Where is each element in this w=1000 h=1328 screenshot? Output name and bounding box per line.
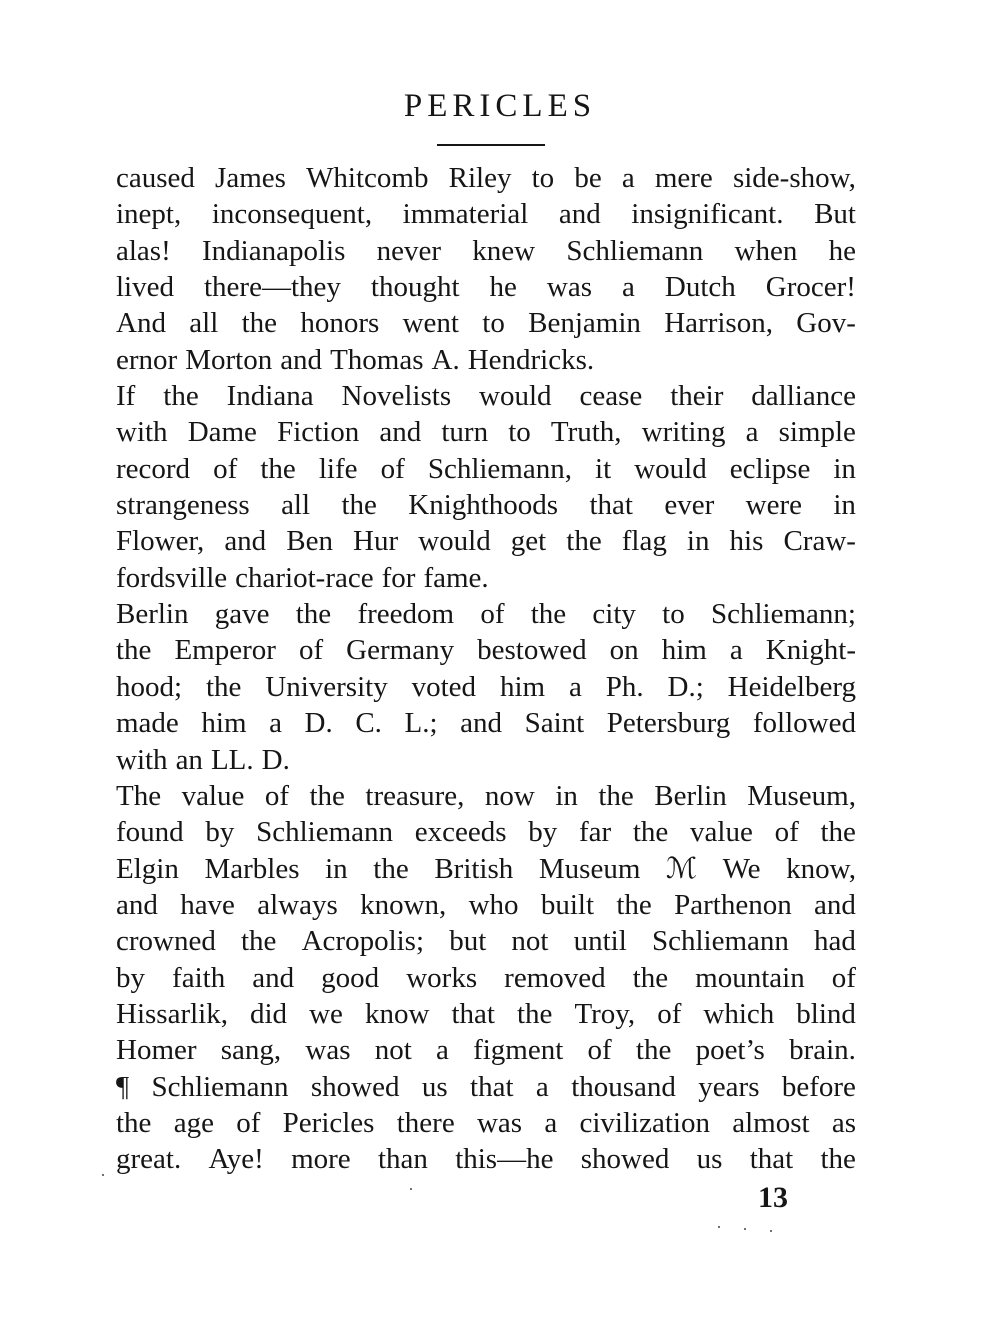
word: that [589, 489, 633, 522]
word: the [635, 1034, 672, 1067]
word: We [722, 852, 761, 885]
word: him [201, 707, 247, 740]
word: would [479, 380, 552, 413]
word: Dame [187, 416, 257, 449]
word: the [616, 888, 652, 921]
word: was [305, 1034, 351, 1067]
text-line [116, 451, 856, 487]
word: good [321, 961, 380, 994]
word: Troy, [574, 997, 636, 1030]
word: hood; [116, 670, 183, 703]
header-divider [437, 144, 545, 146]
word: the [205, 670, 242, 703]
word: thought [370, 271, 460, 304]
word: Craw- [783, 525, 856, 558]
word: a [535, 1070, 549, 1103]
word: had [814, 925, 856, 958]
word: LL. [210, 743, 254, 776]
word: have [180, 888, 235, 921]
word: Dutch [664, 271, 736, 304]
word: Elgin [116, 852, 179, 885]
word: the [116, 634, 152, 667]
word: more [291, 1143, 351, 1176]
word: in [686, 525, 710, 558]
text-line [116, 414, 856, 450]
word: gave [214, 598, 270, 631]
word: built [540, 888, 595, 921]
word: Schliemann [651, 925, 789, 958]
word: immaterial [402, 198, 529, 231]
word: simple [778, 416, 856, 449]
text-line [116, 342, 856, 378]
word: but [449, 925, 487, 958]
word: Hissarlik, [116, 997, 228, 1030]
word: and [379, 416, 422, 449]
word: and [558, 198, 601, 231]
word: on [609, 634, 639, 667]
word: their [670, 380, 724, 413]
word: D.; [667, 670, 704, 703]
print-speck [410, 1188, 412, 1190]
word: than [377, 1143, 428, 1176]
word: and [116, 888, 158, 921]
word: strangeness [116, 489, 250, 522]
word: chariot-race [235, 561, 374, 594]
word: not [374, 1034, 412, 1067]
word: voted [411, 670, 477, 703]
word: of [380, 452, 405, 485]
word: Schliemann [566, 234, 704, 267]
word: L.; [404, 707, 438, 740]
body-text [116, 160, 856, 1178]
word: Riley [448, 162, 512, 194]
text-line [116, 1032, 856, 1068]
word: The [116, 779, 162, 812]
word: of [587, 1034, 612, 1067]
word: there [396, 1106, 455, 1139]
word: was [546, 271, 592, 304]
word: insignificant. [631, 198, 784, 231]
word: value [690, 816, 753, 849]
word: a [568, 670, 582, 703]
word: Germany [346, 634, 455, 667]
word: now [484, 779, 535, 812]
word: eclipse [729, 452, 811, 485]
word: until [573, 925, 627, 958]
word: the [820, 816, 856, 849]
word: the [241, 925, 277, 958]
word: alas! [116, 234, 171, 267]
word: writing [641, 416, 726, 449]
word: all [189, 307, 219, 340]
word: Aye! [208, 1143, 264, 1176]
word: ℳ [666, 852, 698, 885]
word: that [451, 997, 495, 1030]
word: Morton [185, 343, 273, 376]
word: in [325, 852, 348, 885]
word: turn [441, 416, 489, 449]
word: honors [300, 307, 380, 340]
word: crowned [116, 925, 216, 958]
word: known, [360, 888, 447, 921]
text-line [116, 778, 856, 814]
word: faith [172, 961, 226, 994]
page-number: 13 [758, 1181, 788, 1214]
word: the [530, 598, 567, 631]
word: this—he [455, 1143, 554, 1176]
text-line [116, 596, 856, 632]
word: almost [732, 1106, 810, 1139]
text-line [116, 269, 856, 305]
word: record [116, 452, 191, 485]
word: A. [431, 343, 460, 376]
word: in [555, 779, 578, 812]
word: the [820, 1143, 856, 1176]
word: by [116, 961, 145, 994]
word: in [833, 452, 856, 485]
word: not [511, 925, 549, 958]
text-line [116, 814, 856, 850]
word: Schliemann, [427, 452, 572, 485]
word: know [364, 997, 430, 1030]
word: Parthenon [674, 888, 792, 921]
word: it [595, 452, 612, 485]
word: the [341, 489, 377, 522]
word: him [499, 670, 546, 703]
word: age [173, 1106, 214, 1139]
word: get [510, 525, 547, 558]
word: Ph. [605, 670, 644, 703]
word: caused [116, 162, 195, 194]
word: to [662, 598, 685, 631]
word: Fiction [277, 416, 360, 449]
word: was [476, 1106, 523, 1139]
text-line [116, 960, 856, 996]
word: Museum [538, 852, 641, 885]
word: the [566, 525, 602, 558]
word: University [265, 670, 388, 703]
word: great. [116, 1143, 182, 1176]
word: by [205, 816, 235, 849]
word: with [116, 416, 168, 449]
text-line [116, 523, 856, 559]
word: D. [304, 707, 333, 740]
word: Schliemann [151, 1070, 289, 1103]
word: side-show, [732, 162, 856, 194]
word: Homer [116, 1034, 197, 1067]
word: a [622, 271, 635, 304]
word: his [729, 525, 764, 558]
text-line [116, 560, 856, 596]
word: and [224, 525, 267, 558]
word: Heidelberg [727, 670, 856, 703]
word: a [436, 1034, 449, 1067]
word: of [831, 961, 856, 994]
word: did [250, 997, 288, 1030]
word: exceeds [414, 816, 507, 849]
word: there—they [204, 271, 341, 304]
word: treasure, [365, 779, 465, 812]
word: showed [310, 1070, 400, 1103]
word: Flower, [116, 525, 205, 558]
word: of [213, 452, 238, 485]
word: all [281, 489, 311, 522]
word: showed [580, 1143, 670, 1176]
word: we [309, 997, 343, 1030]
text-line [116, 887, 856, 923]
word: of [657, 997, 682, 1030]
word: thousand [571, 1070, 676, 1103]
word: and [814, 888, 856, 921]
word: he [489, 271, 517, 304]
word: Harrison, [664, 307, 773, 340]
word: freedom [357, 598, 455, 631]
word: Schliemann [256, 816, 394, 849]
word: fame. [423, 561, 489, 594]
word: knew [472, 234, 536, 267]
running-head: PERICLES [403, 88, 597, 124]
word: of [264, 779, 290, 812]
word: he [828, 234, 856, 267]
word: when [734, 234, 798, 267]
word: and [280, 343, 323, 376]
word: of [480, 598, 505, 631]
word: poet’s [695, 1034, 765, 1067]
word: who [468, 888, 519, 921]
word: James [215, 162, 286, 194]
word: works [406, 961, 478, 994]
word: bestowed [477, 634, 587, 667]
word: If [116, 380, 136, 413]
word: years [698, 1070, 760, 1103]
text-line [116, 1069, 856, 1105]
word: found [116, 816, 184, 849]
word: Truth, [550, 416, 622, 449]
word: blind [796, 997, 856, 1030]
word: a [729, 634, 743, 667]
text-line [116, 705, 856, 741]
word: mountain [695, 961, 805, 994]
text-line [116, 851, 856, 887]
word: for [381, 561, 416, 594]
word: mere [654, 162, 713, 194]
word: sang, [220, 1034, 282, 1067]
word: life [318, 452, 358, 485]
word: Acropolis; [301, 925, 425, 958]
word: the [260, 452, 296, 485]
word: the [309, 779, 345, 812]
word: C. [355, 707, 382, 740]
word: went [402, 307, 459, 340]
word: cease [579, 380, 643, 413]
word: us [421, 1070, 448, 1103]
word: dalliance [751, 380, 856, 413]
print-speck [770, 1230, 772, 1232]
word: to [508, 416, 531, 449]
print-speck [744, 1228, 746, 1230]
word: and [252, 961, 295, 994]
word: ¶ [116, 1070, 130, 1103]
word: Indianapolis [202, 234, 346, 267]
word: the [373, 852, 409, 885]
word: of [236, 1106, 261, 1139]
word: Knighthoods [408, 489, 559, 522]
text-line [116, 305, 856, 341]
word: Emperor [174, 634, 276, 667]
text-line [116, 378, 856, 414]
word: city [592, 598, 636, 631]
word: the [241, 307, 278, 340]
word: know, [786, 852, 856, 885]
text-line [116, 1141, 856, 1177]
word: Pericles [282, 1106, 375, 1139]
word: of [298, 634, 324, 667]
word: Ben [286, 525, 333, 558]
word: figment [473, 1034, 564, 1067]
word: by [528, 816, 558, 849]
word: ernor [116, 343, 178, 376]
word: never [376, 234, 442, 267]
text-line [116, 233, 856, 269]
word: a [269, 707, 282, 740]
word: inconsequent, [211, 198, 373, 231]
word: a [745, 416, 759, 449]
word: the [516, 997, 553, 1030]
text-line [116, 1105, 856, 1141]
word: Thomas [330, 343, 424, 376]
word: brain. [789, 1034, 856, 1067]
word: But [814, 198, 856, 231]
word: be [574, 162, 602, 194]
word: Grocer! [765, 271, 856, 304]
word: of [774, 816, 799, 849]
word: a [544, 1106, 558, 1139]
word: us [696, 1143, 723, 1176]
word: Berlin [116, 598, 189, 631]
text-line [116, 196, 856, 232]
word: made [116, 707, 179, 740]
word: British [434, 852, 514, 885]
word: him [661, 634, 707, 667]
text-line [116, 487, 856, 523]
word: fordsville [116, 561, 228, 594]
word: the [632, 816, 669, 849]
word: Hendricks. [467, 343, 595, 376]
word: Petersburg [606, 707, 731, 740]
word: Whitcomb [306, 162, 429, 194]
word: followed [752, 707, 856, 740]
word: and [460, 707, 502, 740]
word: Knight- [765, 634, 856, 667]
word: Schliemann; [710, 598, 856, 631]
word: the [598, 779, 634, 812]
word: Hur [353, 525, 399, 558]
word: value [181, 779, 245, 812]
word: civilization [579, 1106, 710, 1139]
word: which [703, 997, 775, 1030]
text-line [116, 996, 856, 1032]
text-line [116, 669, 856, 705]
word: inept, [116, 198, 182, 231]
word: that [470, 1070, 514, 1103]
word: an [175, 743, 203, 776]
word: in [833, 489, 856, 522]
word: far [578, 816, 612, 849]
word: would [418, 525, 491, 558]
word: lived [116, 271, 174, 304]
text-line [116, 632, 856, 668]
print-speck [102, 1174, 104, 1176]
word: a [621, 162, 635, 194]
word: Novelists [341, 380, 452, 413]
text-line [116, 923, 856, 959]
word: to [531, 162, 555, 194]
word: the [116, 1106, 152, 1139]
word: the [163, 380, 199, 413]
print-speck [718, 1226, 720, 1228]
word: Berlin [654, 779, 727, 812]
text-line [116, 742, 856, 778]
word: Marbles [204, 852, 300, 885]
word: the [295, 598, 332, 631]
text-line [116, 160, 856, 196]
word: Benjamin [528, 307, 641, 340]
word: before [781, 1070, 856, 1103]
word: flag [621, 525, 667, 558]
word: to [482, 307, 505, 340]
word: Saint [524, 707, 585, 740]
word: D. [261, 743, 290, 776]
word: were [745, 489, 802, 522]
word: Museum, [747, 779, 856, 812]
word: with [116, 743, 168, 776]
word: would [634, 452, 707, 485]
word: Gov- [796, 307, 856, 340]
word: And [116, 307, 166, 340]
word: ever [664, 489, 715, 522]
word: that [749, 1143, 794, 1176]
word: always [257, 888, 338, 921]
word: the [632, 961, 669, 994]
word: Indiana [226, 380, 314, 413]
word: as [831, 1106, 856, 1139]
word: removed [504, 961, 606, 994]
